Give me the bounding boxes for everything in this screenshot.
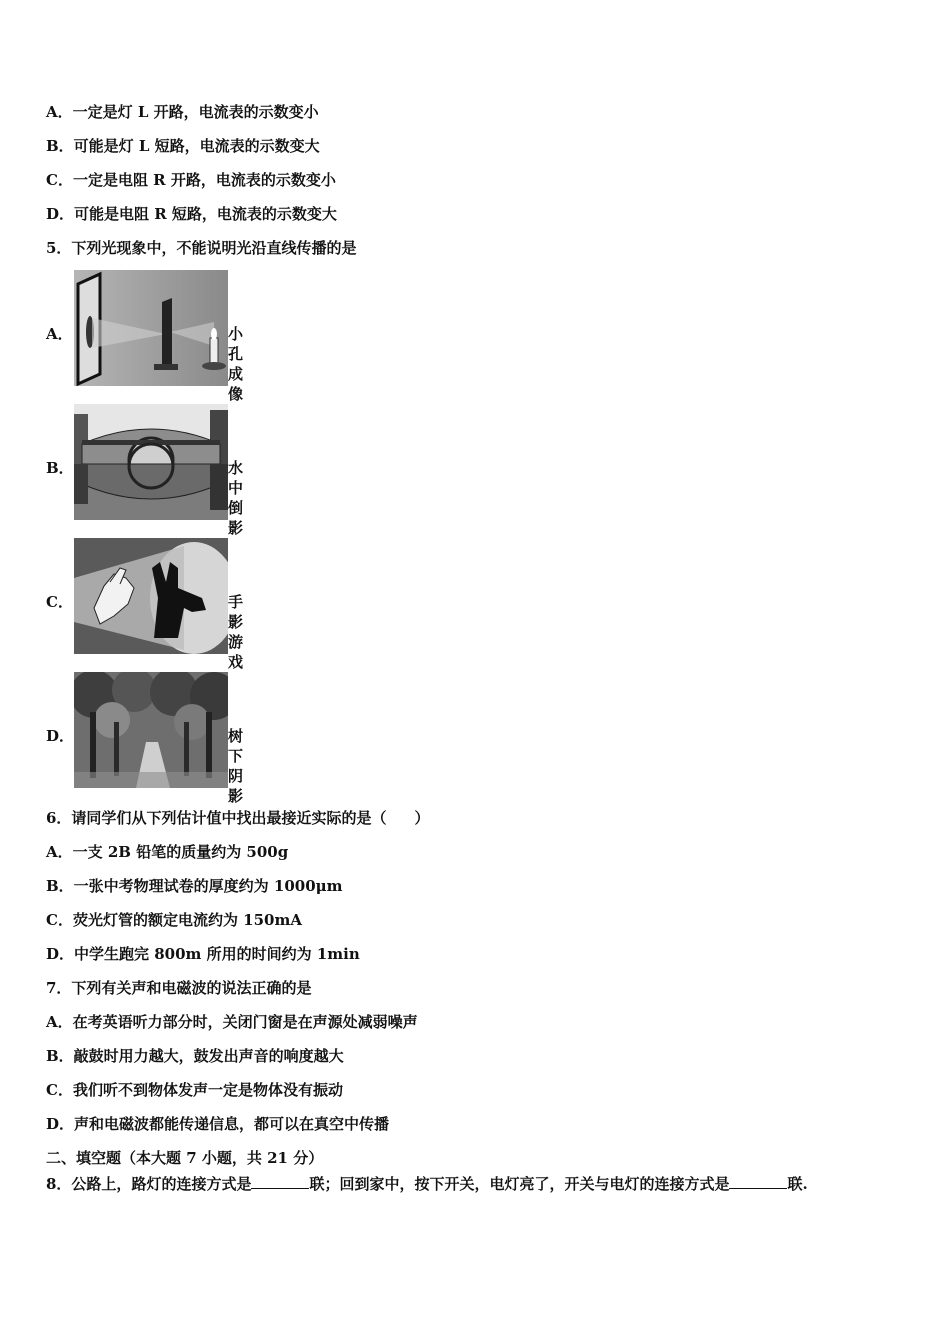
- q6-option-a: A．一支 2B 铅笔的质量约为 500g: [46, 843, 289, 861]
- tree-shadow-image: [74, 672, 228, 788]
- q8-part3: 联.: [787, 1175, 808, 1193]
- q6-stem: [46, 808, 429, 828]
- q4-option-c: C．一定是电阻 R 开路，电流表的示数变小: [46, 171, 336, 189]
- q7-stem: 7．下列有关声和电磁波的说法正确的是: [46, 979, 312, 997]
- q6-option-c: C．荧光灯管的额定电流约为 150mA: [46, 911, 302, 929]
- hand-shadow-image: [74, 538, 228, 654]
- q8-part1: 8．公路上，路灯的连接方式是: [46, 1175, 252, 1193]
- q5-option-c-label: C．: [46, 593, 73, 611]
- q6-stem-close: ）: [414, 809, 430, 827]
- q5-option-d-label: D．: [46, 727, 75, 745]
- q7-option-d: D．声和电磁波都能传递信息，都可以在真空中传播: [46, 1115, 390, 1133]
- q8-blank-1[interactable]: [251, 1174, 309, 1189]
- q5-stem: 5．下列光现象中，不能说明光沿直线传播的是: [46, 239, 357, 257]
- q8-blank-2[interactable]: [729, 1174, 787, 1189]
- q5-option-d-caption: 树下阴影: [228, 727, 244, 805]
- bridge-reflection-image: [74, 404, 228, 520]
- q7-option-a: A．在考英语听力部分时，关闭门窗是在声源处减弱噪声: [46, 1013, 418, 1031]
- q6-option-d: D．中学生跑完 800m 所用的时间约为 1min: [46, 945, 360, 963]
- q5-option-a-caption: 小孔成像: [228, 325, 244, 403]
- q4-option-b: B．可能是灯 L 短路，电流表的示数变大: [46, 137, 320, 155]
- q8-part2: 联；回到家中，按下开关，电灯亮了，开关与电灯的连接方式是: [309, 1175, 730, 1193]
- q6-stem-text: 6．请同学们从下列估计值中找出最接近实际的是（: [46, 809, 387, 827]
- q4-option-a: A．一定是灯 L 开路，电流表的示数变小: [46, 103, 319, 121]
- section-title: 二、填空题（本大题 7 小题，共 21 分）: [46, 1149, 324, 1167]
- q5-option-a-label: A．: [46, 325, 73, 343]
- q7-option-b: B．敲鼓时用力越大，鼓发出声音的响度越大: [46, 1047, 344, 1065]
- q8-text: [46, 1174, 808, 1194]
- q6-option-b: B．一张中考物理试卷的厚度约为 1000μm: [46, 877, 343, 895]
- q5-option-b-label: B．: [46, 459, 74, 477]
- pinhole-camera-image: [74, 270, 228, 386]
- q5-option-b-caption: 水中倒影: [228, 459, 244, 537]
- q5-option-c-caption: 手影游戏: [228, 593, 244, 671]
- q7-option-c: C．我们听不到物体发声一定是物体没有振动: [46, 1081, 343, 1099]
- q4-option-d: D．可能是电阻 R 短路，电流表的示数变大: [46, 205, 337, 223]
